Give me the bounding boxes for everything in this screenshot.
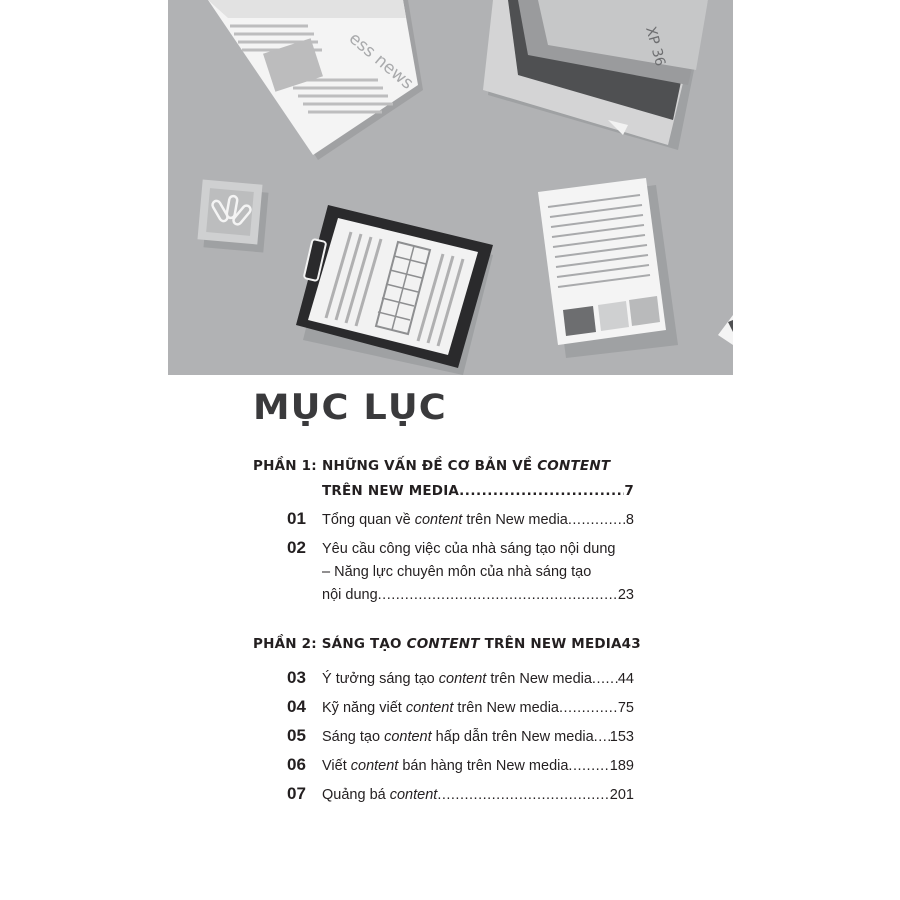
chapter-06-entry [322, 756, 634, 776]
toc-leader-dots [594, 727, 610, 747]
folder-tab-label: XP 36 [642, 24, 669, 68]
chapter-03-title [322, 669, 592, 689]
chapter-06-title-italic: content [350, 758, 399, 774]
chapter-01-title-italic: content [414, 512, 463, 528]
chapter-01-entry [322, 510, 634, 530]
chapter-01-title [322, 510, 568, 530]
chapter-07-title-italic: content [389, 787, 438, 803]
chapter-06-title-pre: Viết [322, 758, 351, 774]
chapter-02-title-line1: Yêu cầu công việc của nhà sáng tạo nội dung [322, 541, 616, 557]
chapter-05-title-italic: content [384, 729, 432, 745]
part-1-title-line2 [322, 481, 634, 501]
part-1-title-line1 [322, 456, 610, 476]
part-1-label: PHẦN 1: [253, 458, 317, 474]
toc-leader-dots [437, 785, 609, 805]
folders-illustration [483, 0, 708, 150]
chapter-07-entry [322, 785, 634, 805]
chapter-04-number: 04 [287, 697, 306, 716]
part-2-entry [253, 634, 641, 654]
chapter-03-title-pre: Ý tưởng sáng tạo [322, 671, 439, 687]
chapter-03-title-post: trên New media [486, 671, 592, 687]
part-2-title [253, 634, 622, 654]
chapter-03-entry [322, 669, 634, 689]
chapter-04-entry [322, 698, 634, 718]
chapter-02-title-end: nội dung [322, 587, 378, 603]
chapter-04-title [322, 698, 559, 718]
part-2-page: 43 [621, 636, 641, 652]
chapter-05-title-post: hấp dẫn trên New media [431, 729, 594, 745]
chapter-04-title-pre: Kỹ năng viết [322, 700, 406, 716]
chapter-02-number: 02 [287, 538, 306, 557]
part-2-title-post: TRÊN NEW MEDIA [479, 636, 622, 652]
chapter-01-number: 01 [287, 509, 306, 528]
part-1-title-text: NHỮNG VẤN ĐỀ CƠ BẢN VỀ [322, 458, 538, 474]
toc-leader-dots [568, 756, 609, 776]
chapter-02-title-line2: – Năng lực chuyên môn của nhà sáng tạo [322, 564, 592, 580]
chapter-01-title-post: trên New media [462, 512, 568, 528]
chapter-02-page: 23 [617, 587, 634, 603]
chapter-02-title-line3 [322, 585, 634, 605]
chapter-04-page: 75 [617, 700, 634, 716]
toc-leader-dots [459, 481, 624, 501]
clipboard-illustration [296, 205, 493, 375]
part-2-title-italic: CONTENT [406, 636, 480, 652]
chapter-07-page: 201 [609, 787, 634, 803]
chapter-04-title-italic: content [405, 700, 454, 716]
chapter-06-title-post: bán hàng trên New media [398, 758, 569, 774]
toc-leader-dots [378, 585, 618, 605]
chapter-06-title [322, 756, 568, 776]
chapter-06-number: 06 [287, 755, 306, 774]
chapter-05-page: 153 [609, 729, 634, 745]
part-2-title-pre: SÁNG TẠO [321, 636, 407, 652]
toc-leader-dots [568, 510, 626, 530]
part-1-title-italic: CONTENT [537, 458, 611, 474]
chapter-05-entry [322, 727, 634, 747]
desk-illustration [168, 0, 733, 375]
newspaper-illustration [208, 0, 423, 160]
chapter-01-page: 8 [625, 512, 634, 528]
chapter-07-title [322, 785, 437, 805]
chapter-03-page: 44 [617, 671, 634, 687]
chapter-03-title-italic: content [438, 671, 487, 687]
part-1-title-continued: TRÊN NEW MEDIA [322, 483, 460, 499]
part-1-page: 7 [624, 483, 634, 499]
chapter-04-title-post: trên New media [453, 700, 559, 716]
chapter-05-title-pre: Sáng tạo [322, 729, 385, 745]
chapter-05-number: 05 [287, 726, 306, 745]
newspaper-headline: ess news [344, 28, 418, 94]
document-illustration [538, 178, 678, 358]
chapter-06-page: 189 [609, 758, 634, 774]
chapter-07-title-pre: Quảng bá [322, 787, 390, 803]
toc-title: MỤC LỤC [253, 388, 447, 428]
part-2-label: PHẦN 2: [253, 636, 317, 652]
toc-leader-dots [559, 698, 618, 718]
chapter-03-number: 03 [287, 668, 306, 687]
chapter-07-number: 07 [287, 784, 306, 803]
chapter-01-title-pre: Tổng quan về [322, 512, 415, 528]
paperclip-box-illustration [197, 179, 268, 252]
chapter-05-title [322, 727, 594, 747]
toc-leader-dots [592, 669, 618, 689]
